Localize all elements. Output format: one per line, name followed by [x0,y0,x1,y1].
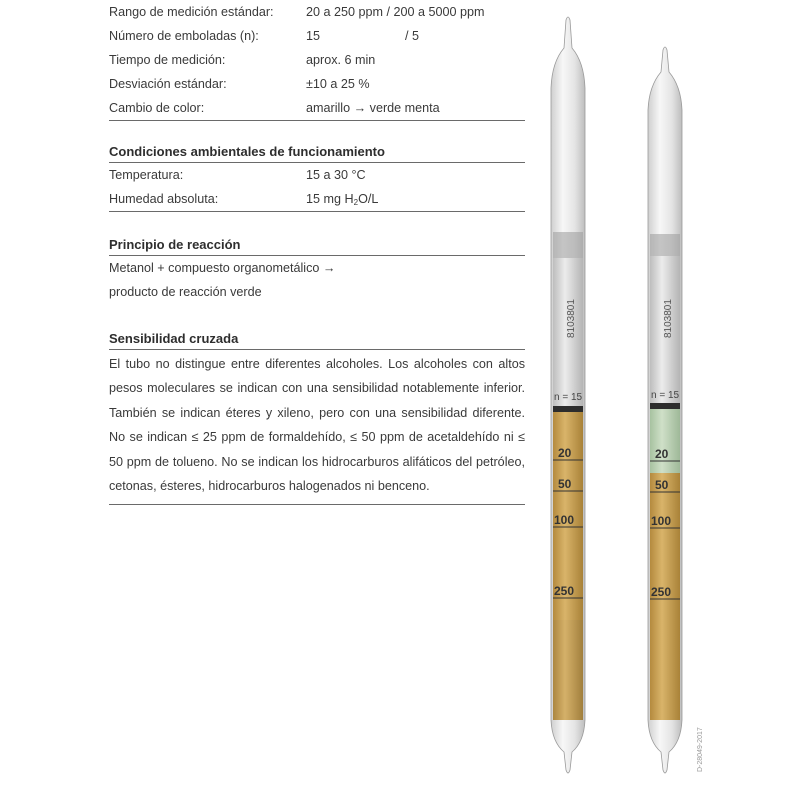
tube-strokes-label: n = 15 [651,390,680,401]
spec-label: Rango de medición estándar: [109,5,274,19]
condition-value: 15 a 30 °C [306,168,366,182]
spec-label: Desviación estándar: [109,77,227,91]
sensitivity-paragraph: El tubo no distingue entre diferentes alcoholes. Los alcoholes con altos pesos moleculares se indican con una sensibilidad notablemente inferior. También se indican éteres y xileno, pero con una sensibilidad diferente. No se indican ≤ 25 ppm de formaldehído, ≤ 50 ppm de acetaldehído ni ≤ 50 ppm de tolueno. No se indican los hidrocarburos alifáticos del petróleo, cetonas, ésteres, hidrocarburos halogenados ni benceno. [109,357,525,494]
tube-code: 8103801 [566,299,577,338]
spec-value-a: 15 [306,29,321,43]
humidity-prefix: 15 mg H [306,192,354,206]
condition-label: Temperatura: [109,168,184,182]
principle-line-1: Metanol + compuesto organometálico → [109,261,336,275]
spec-label: Número de emboladas (n): [109,29,259,43]
spec-label: Cambio de color: [109,101,205,115]
tube-yellow [551,17,585,773]
scale-mark-20: 20 [655,447,669,461]
humidity-suffix: O/L [358,192,379,206]
scale-mark-20: 20 [558,446,572,460]
scale-mark-100: 100 [651,514,672,528]
scale-mark-50: 50 [655,478,669,492]
section-title: Condiciones ambientales de funcionamiento [109,144,385,159]
spec-value: 20 a 250 ppm / 200 a 5000 ppm [306,5,485,19]
scale-mark-100: 100 [554,513,575,527]
section-title: Sensibilidad cruzada [109,331,239,346]
tube-code: 8103801 [663,299,674,338]
spec-value-b: / 5 [405,29,420,43]
principle-line-2: producto de reacción verde [109,285,262,300]
section-title: Principio de reacción [109,237,241,252]
tube-mint [648,47,682,773]
spec-value: aprox. 6 min [306,53,376,67]
scale-mark-50: 50 [558,477,572,491]
tube-strokes-label: n = 15 [554,392,583,403]
scale-mark-250: 250 [651,585,672,599]
humidity-subscript: 2 [353,198,359,207]
spec-label: Tiempo de medición: [109,53,226,67]
spec-value: amarillo → verde menta [306,101,440,115]
scale-mark-250: 250 [554,584,575,598]
condition-label: Humedad absoluta: [109,192,219,206]
spec-value: ±10 a 25 % [306,77,370,91]
side-code: D-28049-2017 [697,727,704,772]
